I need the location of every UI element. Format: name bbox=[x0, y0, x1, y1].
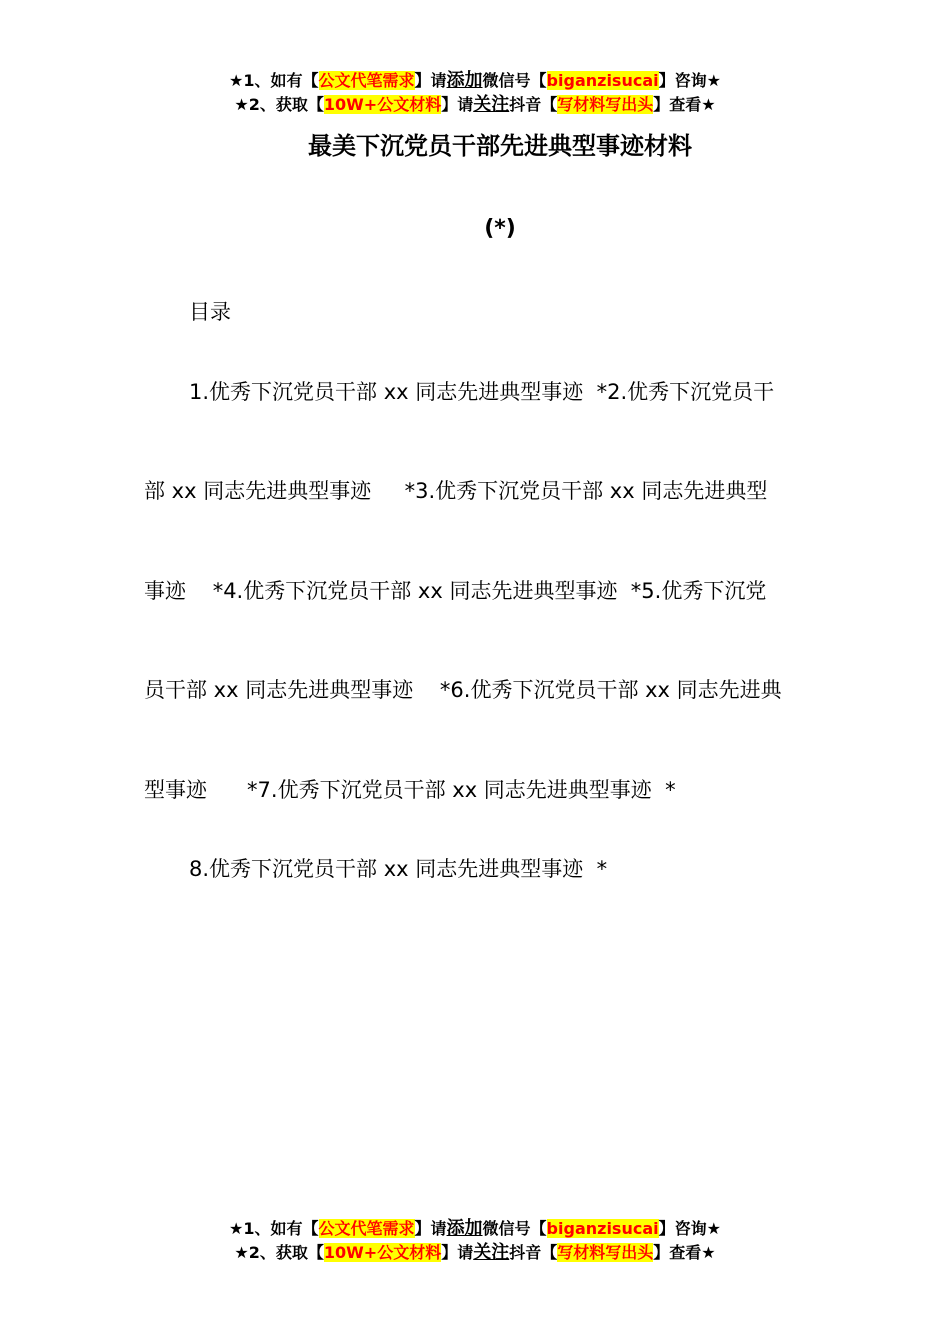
banner-text: ★2、获取【 bbox=[234, 95, 324, 114]
highlight-douyin-id: 写材料写出头 bbox=[557, 95, 654, 114]
banner-text: 】查看★ bbox=[653, 1243, 716, 1262]
underlined-follow: 关注 bbox=[473, 94, 510, 115]
banner-line-2 bbox=[0, 93, 950, 117]
toc-line: 1.优秀下沉党员干部 xx 同志先进典型事迹 *2.优秀下沉党员干 bbox=[189, 380, 775, 404]
highlight-service: 公文代笔需求 bbox=[318, 1219, 415, 1238]
banner-text: ★2、获取【 bbox=[234, 1243, 324, 1262]
banner-text: 】咨询★ bbox=[658, 1219, 721, 1238]
toc-line: 员干部 xx 同志先进典型事迹 *6.优秀下沉党员干部 xx 同志先进典 bbox=[144, 678, 782, 702]
banner-text: ★1、如有【 bbox=[229, 71, 319, 90]
banner-text: 抖音【 bbox=[509, 95, 558, 114]
underlined-add: 添加 bbox=[446, 70, 483, 91]
underlined-add: 添加 bbox=[446, 1218, 483, 1239]
top-banner bbox=[0, 69, 950, 117]
document-subtitle: (*) bbox=[484, 216, 516, 241]
banner-text: 】请 bbox=[414, 71, 447, 90]
toc-heading: 目录 bbox=[189, 300, 231, 324]
banner-text: 】咨询★ bbox=[658, 71, 721, 90]
highlight-service: 公文代笔需求 bbox=[318, 71, 415, 90]
banner-line-1 bbox=[0, 69, 950, 93]
banner-text: 】查看★ bbox=[653, 95, 716, 114]
banner-text: 抖音【 bbox=[509, 1243, 558, 1262]
highlight-douyin-id: 写材料写出头 bbox=[557, 1243, 654, 1262]
toc-line: 部 xx 同志先进典型事迹 *3.优秀下沉党员干部 xx 同志先进典型 bbox=[144, 479, 768, 503]
toc-line: 8.优秀下沉党员干部 xx 同志先进典型事迹 * bbox=[189, 857, 608, 881]
banner-text: 】请 bbox=[441, 95, 474, 114]
banner-text: 微信号【 bbox=[482, 71, 547, 90]
highlight-wechat-id: biganzisucai bbox=[546, 71, 659, 90]
highlight-materials: 10W+公文材料 bbox=[323, 1243, 442, 1262]
document-title: 最美下沉党员干部先进典型事迹材料 bbox=[308, 132, 692, 160]
underlined-follow: 关注 bbox=[473, 1242, 510, 1263]
highlight-wechat-id: biganzisucai bbox=[546, 1219, 659, 1238]
banner-text: ★1、如有【 bbox=[229, 1219, 319, 1238]
banner-text: 微信号【 bbox=[482, 1219, 547, 1238]
toc-line: 型事迹 *7.优秀下沉党员干部 xx 同志先进典型事迹 * bbox=[144, 778, 676, 802]
banner-text: 】请 bbox=[441, 1243, 474, 1262]
highlight-materials: 10W+公文材料 bbox=[323, 95, 442, 114]
toc-line: 事迹 *4.优秀下沉党员干部 xx 同志先进典型事迹 *5.优秀下沉党 bbox=[144, 579, 767, 603]
bottom-banner bbox=[0, 1217, 950, 1265]
banner-line-1 bbox=[0, 1217, 950, 1241]
banner-text: 】请 bbox=[414, 1219, 447, 1238]
banner-line-2 bbox=[0, 1241, 950, 1265]
